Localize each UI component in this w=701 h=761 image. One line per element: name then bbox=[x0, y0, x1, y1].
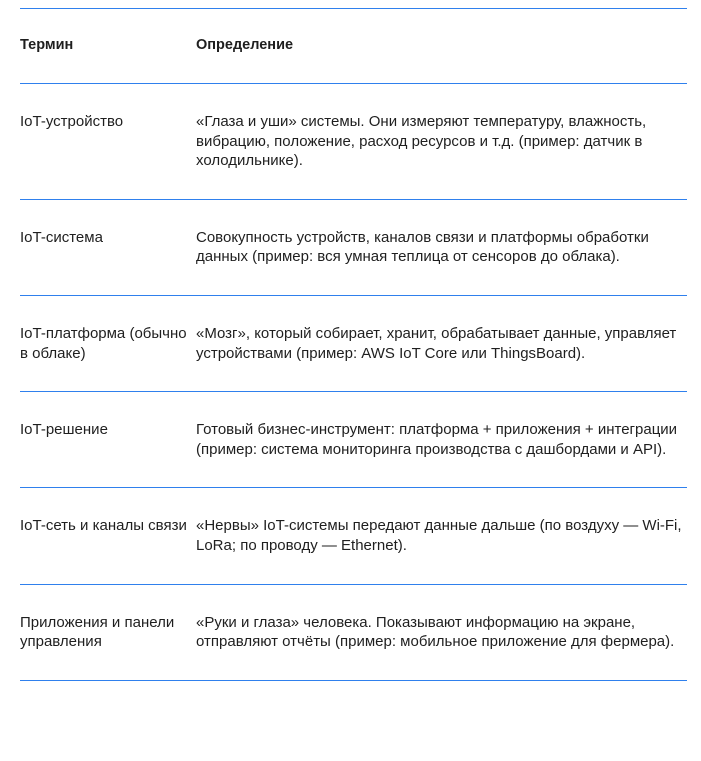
definition-cell: Готовый бизнес-инструмент: платформа + приложения + интеграции (пример: система мониторинга производства с дашбордами и API). bbox=[196, 421, 678, 458]
term-cell: Приложения и панели управления bbox=[20, 613, 175, 651]
definition-cell: «Мозг», который собирает, хранит, обрабатывает данные, управляет устройствами (пример: AWS IoT Core или ThingsBoard). bbox=[196, 324, 677, 362]
table-row bbox=[20, 488, 687, 584]
table-row bbox=[20, 585, 687, 681]
header-definition: Определение bbox=[196, 37, 294, 53]
term-cell: IoT-система bbox=[20, 228, 103, 246]
table-row bbox=[20, 200, 687, 296]
table-row bbox=[20, 392, 687, 488]
term-cell: IoT-платформа (обычно в облаке) bbox=[20, 324, 187, 362]
glossary-table bbox=[20, 8, 687, 681]
definition-cell: «Нервы» IoT-системы передают данные дальше (по воздуху — Wi-Fi, LoRa; по проводу — Ethernet). bbox=[196, 517, 682, 554]
header-term: Термин bbox=[20, 37, 74, 53]
table-header-row bbox=[20, 9, 687, 84]
definition-cell: Совокупность устройств, каналов связи и платформы обработки данных (пример: вся умная теплица от сенсоров до облака). bbox=[196, 228, 649, 266]
term-cell: IoT-сеть и каналы связи bbox=[20, 517, 187, 535]
definition-cell: «Руки и глаза» человека. Показывают информацию на экране, отправляют отчёты (пример: мобильное приложение для фермера). bbox=[196, 613, 675, 651]
definition-cell: «Глаза и уши» системы. Они измеряют температуру, влажность, вибрацию, положение, расход ресурсов и т.д. (пример: датчик в холодильнике). bbox=[196, 113, 647, 170]
term-cell: IoT-устройство bbox=[20, 113, 124, 130]
term-cell: IoT-решение bbox=[20, 421, 108, 439]
table-row bbox=[20, 296, 687, 392]
table-row bbox=[20, 84, 687, 200]
